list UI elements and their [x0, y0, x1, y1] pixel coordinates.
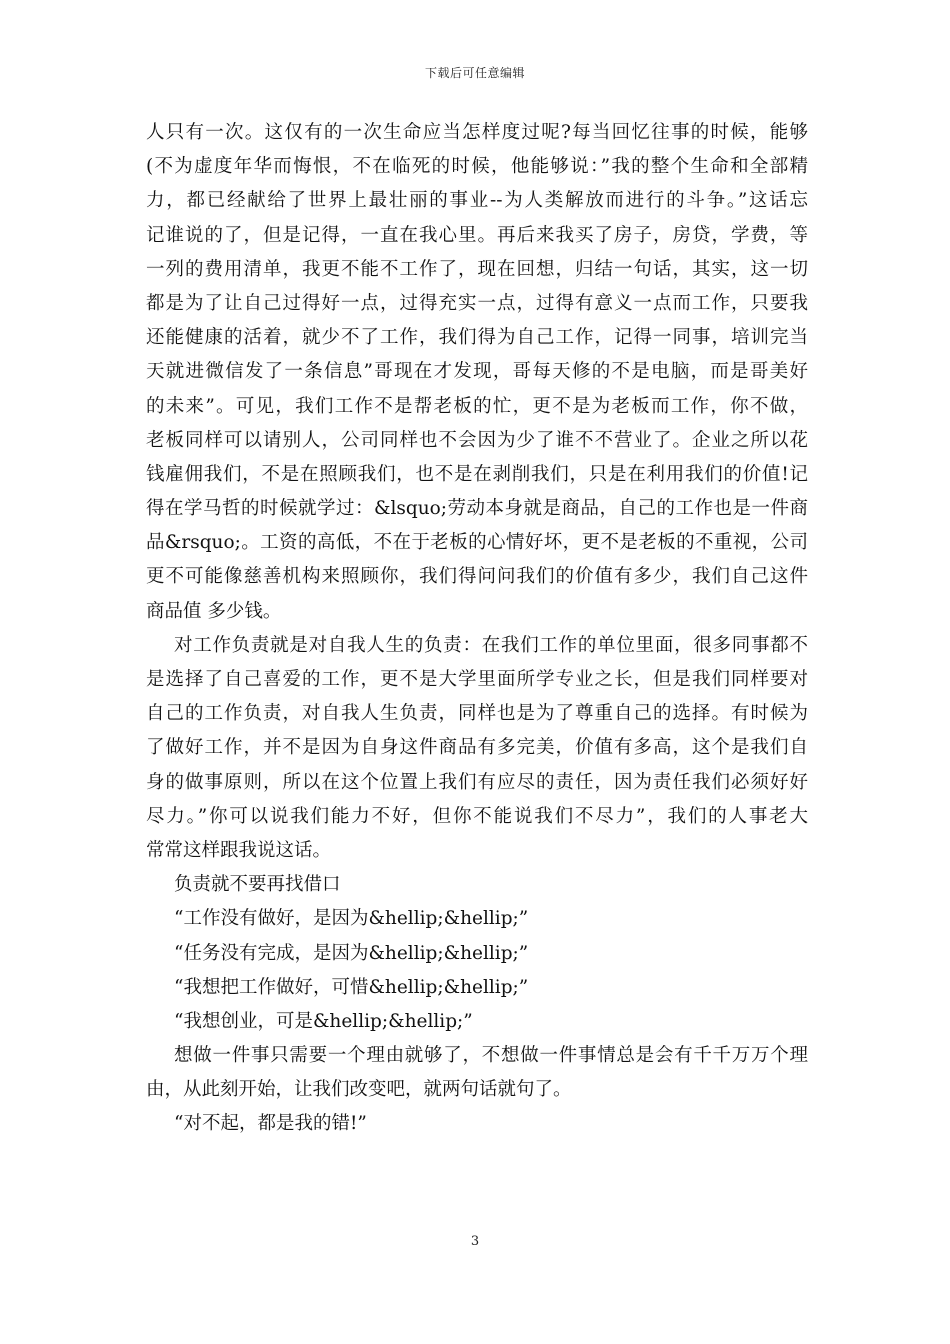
- text-line: “任务没有完成，是因为&hellip;&hellip;”: [174, 942, 529, 964]
- text-line: “我想创业，可是&hellip;&hellip;”: [174, 1010, 473, 1032]
- text-line: 常常这样跟我说这话。: [146, 839, 332, 861]
- text-line: 身的做事原则，所以在这个位置上我们有应尽的责任，因为责任我们必须好好: [146, 771, 808, 793]
- text-line: 一列的费用清单，我更不能不工作了，现在回想，归结一句话，其实，这一切: [146, 258, 808, 280]
- text-line: (不为虚度年华而悔恨，不在临死的时候，他能够说：”我的整个生命和全部精: [146, 156, 808, 178]
- text-line: 力，都已经献给了世界上最壮丽的事业--为人类解放而进行的斗争。”这话忘: [146, 190, 808, 212]
- text-line: 对工作负责就是对自我人生的负责：在我们工作的单位里面，很多同事都不: [174, 634, 808, 656]
- text-line: 由，从此刻开始，让我们改变吧，就两句话就句了。: [146, 1079, 572, 1101]
- text-line: “我想把工作做好，可惜&hellip;&hellip;”: [174, 976, 529, 998]
- text-line: 的未来”。可见，我们工作不是帮老板的忙，更不是为老板而工作，你不做，: [146, 395, 808, 417]
- text-line: 是选择了自己喜爱的工作，更不是大学里面所学专业之长，但是我们同样要对: [146, 669, 808, 690]
- page-number: 3: [470, 1234, 480, 1249]
- text-line: 得在学马哲的时候就学过：&lsquo;劳动本身就是商品，自己的工作也是一件商: [146, 498, 808, 520]
- text-line: 更不可能像慈善机构来照顾你，我们得问问我们的价值有多少，我们自己这件: [146, 566, 808, 588]
- text-line: 商品值 多少钱。: [146, 600, 282, 622]
- text-line: “对不起，都是我的错!”: [174, 1113, 367, 1135]
- text-line: 钱雇佣我们，不是在照顾我们，也不是在剥削我们，只是在利用我们的价值!记: [146, 463, 808, 485]
- text-line: 品&rsquo;。工资的高低，不在于老板的心情好坏，更不是老板的不重视，公司: [146, 532, 808, 554]
- page-header: 下载后可任意编辑: [424, 66, 525, 80]
- text-line: 天就进微信发了一条信息”哥现在才发现，哥每天修的不是电脑，而是哥美好: [146, 361, 808, 383]
- text-line: 想做一件事只需要一个理由就够了，不想做一件事情总是会有千千万万个理: [174, 1045, 808, 1067]
- text-line: 了做好工作，并不是因为自身这件商品有多完美，价值有多高，这个是我们自: [146, 737, 808, 759]
- text-line: 老板同样可以请别人，公司同样也不会因为少了谁不不营业了。企业之所以花: [146, 429, 808, 451]
- text-line: 记谁说的了，但是记得，一直在我心里。再后来我买了房子，房贷，学费，等: [146, 224, 808, 246]
- text-line: 负责就不要再找借口: [174, 874, 341, 896]
- text-line: “工作没有做好，是因为&hellip;&hellip;”: [174, 908, 529, 930]
- text-line: 还能健康的活着，就少不了工作，我们得为自己工作，记得一同事，培训完当: [146, 327, 808, 349]
- text-line: 自己的工作负责，对自我人生负责，同样也是为了尊重自己的选择。有时候为: [146, 703, 808, 725]
- document-body: [146, 116, 808, 1142]
- text-line: 都是为了让自己过得好一点，过得充实一点，过得有意义一点而工作，只要我: [146, 292, 808, 314]
- text-line: 尽力。”你可以说我们能力不好，但你不能说我们不尽力”，我们的人事老大: [146, 805, 808, 827]
- text-line: 人只有一次。这仅有的一次生命应当怎样度过呢?每当回忆往事的时候，能够: [146, 122, 808, 143]
